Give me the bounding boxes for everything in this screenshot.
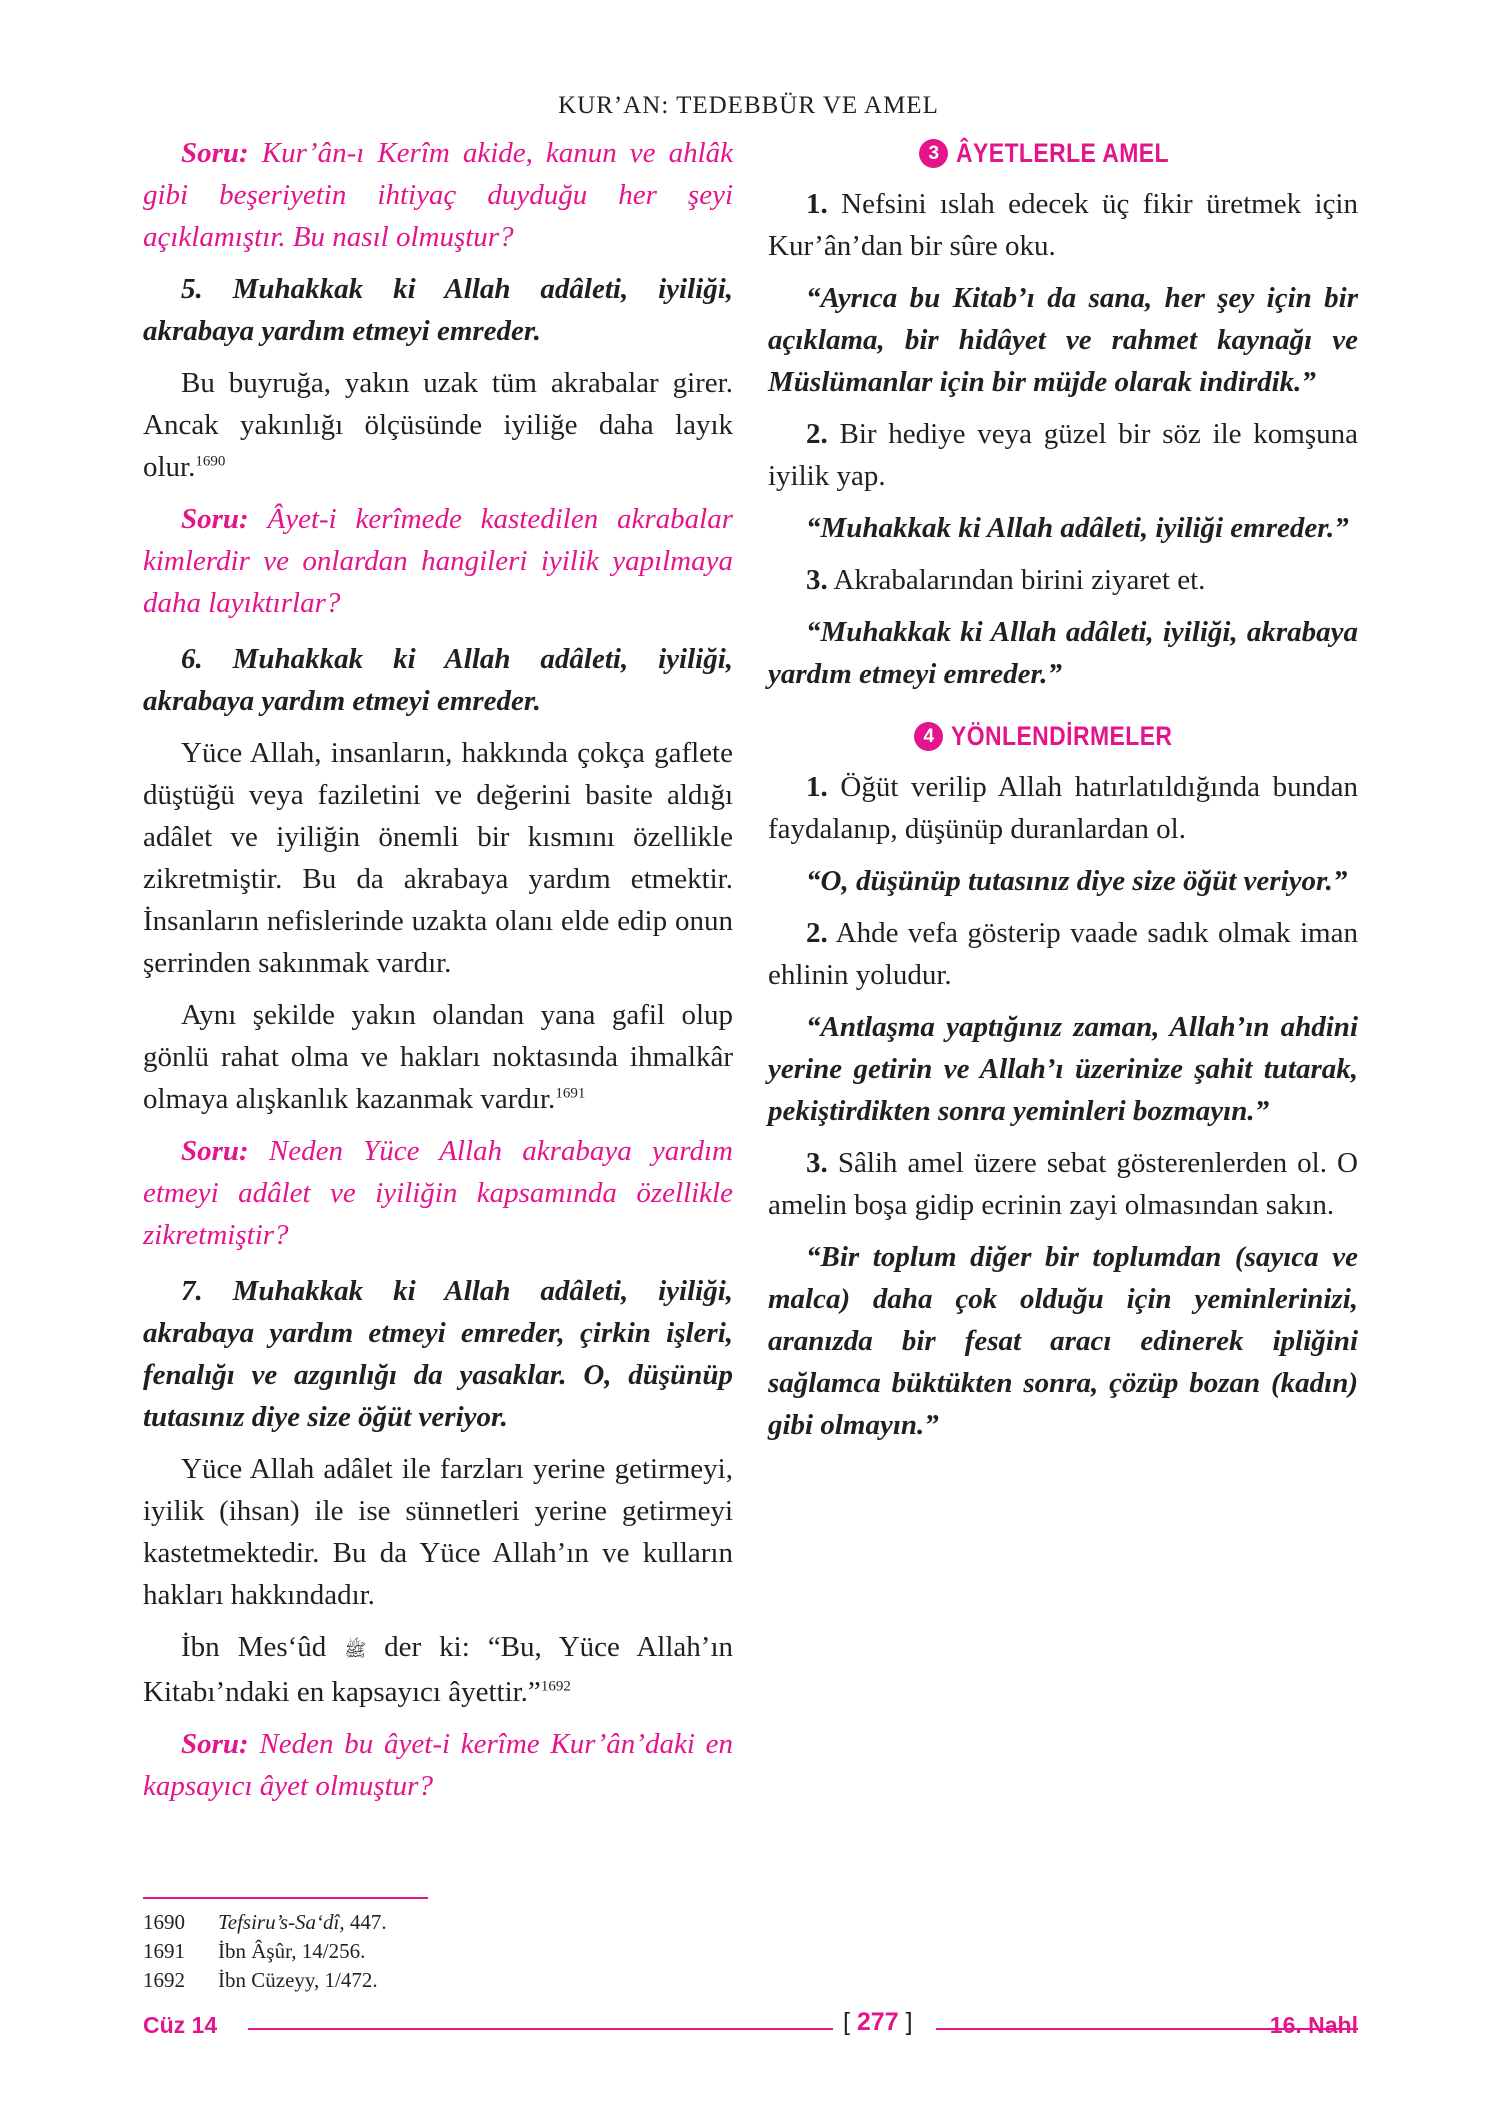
item-text: Öğüt verilip Allah hatırlatıldığında bundan faydalanıp, düşünüp duranlardan ol.	[768, 771, 1358, 845]
footnote-source: İbn Âşûr, 14/256.	[218, 1939, 366, 1963]
item-number: 1.	[806, 188, 828, 220]
section-title: YÖNLENDİRMELER	[951, 721, 1173, 751]
action-1-verse: “Ayrıca bu Kitab’ı da sana, her şey için bir açıklama, bir hidâyet ve rahmet kaynağı ve Müslümanlar için bir müjde olarak indirdik.”	[768, 282, 1358, 398]
item-text: Nefsini ıslah edecek üç fikir üretmek için Kur’ân’dan bir sûre oku.	[768, 188, 1358, 262]
question-4	[143, 1723, 733, 1807]
question-text: Kur’ân-ı Kerîm akide, kanun ve ahlâk gibi beşeriyetin ihtiyaç duyduğu her şeyi açıklamıştır. Bu nasıl olmuştur?	[143, 137, 733, 253]
page-footer	[143, 2008, 1358, 2042]
verse-7: 7. Muhakkak ki Allah adâleti, iyiliği, akrabaya yardım etmeyi emreder, çirkin işleri, fenalığı ve azgınlığı da yasaklar. O, düşünüp tutasınız diye size öğüt veriyor.	[143, 1275, 733, 1433]
paragraph-7a: Yüce Allah adâlet ile farzları yerine getirmeyi, iyilik (ihsan) ile ise sünnetleri yerine getirmeyi kastetmektedir. Bu da Yüce Allah’ın ve kulların hakları hakkındadır.	[143, 1453, 733, 1611]
question-text: Neden Yüce Allah akrabaya yardım etmeyi adâlet ve iyiliğin kapsamında özellikle zikretmiştir?	[143, 1135, 733, 1251]
guidance-1	[768, 766, 1358, 850]
paragraph-5	[143, 362, 733, 488]
section-heading-4	[768, 721, 1358, 752]
footnote-number: 1692	[143, 1968, 185, 1992]
honorific-glyph: ﷺ	[344, 1640, 367, 1660]
paragraph-text: Bu buyruğa, yakın uzak tüm akrabalar girer. Ancak yakınlığı ölçüsünde iyiliğe daha layık olur.	[143, 367, 733, 483]
paragraph-6a: Yüce Allah, insanların, hakkında çokça gaflete düştüğü veya faziletini ve değerini basite aldığı adâlet ve iyiliğin önemli bir kısmını özellikle zikretmiştir. Bu da akrabaya yardım etmektir. İnsanların nefislerinde uzakta olanı elde edip onun şerrinden sakınmak vardır.	[143, 737, 733, 979]
right-column	[768, 132, 1358, 1456]
question-text: Âyet-i kerîmede kastedilen akrabalar kimlerdir ve onlardan hangileri iyilik yapılmaya daha layıktırlar?	[143, 503, 733, 619]
footnote-source-title: Tefsiru’s-Sa‘dî,	[218, 1910, 345, 1934]
footnote-source: İbn Cüzeyy, 1/472.	[218, 1968, 378, 1992]
item-text: Bir hediye veya güzel bir söz ile komşuna iyilik yap.	[768, 418, 1358, 492]
page-bracket-close: ]	[905, 2008, 913, 2036]
item-number: 2.	[806, 917, 828, 949]
section-title: ÂYETLERLE AMEL	[956, 138, 1170, 168]
page-number-value: 277	[856, 2008, 899, 2036]
question-1	[143, 132, 733, 258]
question-2	[143, 498, 733, 624]
section-heading-3	[768, 138, 1358, 169]
question-3	[143, 1130, 733, 1256]
sura-label: 16. Nahl	[1269, 2012, 1358, 2038]
question-label: Soru:	[181, 137, 249, 169]
guidance-2	[768, 912, 1358, 996]
item-number: 3.	[806, 1147, 828, 1179]
question-label: Soru:	[181, 503, 249, 535]
juz-label: Cüz 14	[143, 2012, 218, 2038]
footnote-1691	[143, 1937, 733, 1966]
guidance-2-verse: “Antlaşma yaptığınız zaman, Allah’ın ahdini yerine getirin ve Allah’ı üzerinize şahit tutarak, pekiştirdikten sonra yeminleri bozmayın.”	[768, 1011, 1358, 1127]
action-2-verse: “Muhakkak ki Allah adâleti, iyiliği emreder.”	[806, 512, 1349, 544]
guidance-3	[768, 1142, 1358, 1226]
page-number	[843, 2008, 913, 2037]
paragraph-text: der ki: “Bu, Yüce Allah’ın Kitabı’ndaki en kapsayıcı âyettir.”	[143, 1631, 733, 1708]
item-text: Ahde vefa gösterip vaade sadık olmak iman ehlinin yoludur.	[768, 917, 1358, 991]
paragraph-6b	[143, 994, 733, 1120]
guidance-3-verse: “Bir toplum diğer bir toplumdan (sayıca ve malca) daha çok olduğu için yeminlerinizi, aranızda bir fesat aracı edinerek ipliğini sağlamca büktükten sonra, çözüp bozan (kadın) gibi olmayın.”	[768, 1241, 1358, 1441]
footnotes	[143, 1908, 733, 1995]
item-number: 3.	[806, 564, 828, 596]
paragraph-7b	[143, 1626, 733, 1713]
footnote-1692	[143, 1966, 733, 1995]
footnote-number: 1691	[143, 1939, 185, 1963]
paragraph-text: İbn Mes‘ûd	[181, 1631, 327, 1663]
guidance-1-verse: “O, düşünüp tutasınız diye size öğüt veriyor.”	[806, 865, 1348, 897]
footnote-ref-1692: 1692	[540, 1678, 571, 1695]
footer-rule-left	[248, 2028, 833, 2030]
item-number: 2.	[806, 418, 828, 450]
item-number: 1.	[806, 771, 828, 803]
footnote-source	[218, 1908, 387, 1937]
question-text: Neden bu âyet-i kerîme Kur’ân’daki en kapsayıcı âyet olmuştur?	[143, 1728, 733, 1802]
section-number-badge: 4	[914, 722, 943, 751]
item-text: Akrabalarından birini ziyaret et.	[827, 564, 1206, 596]
question-label: Soru:	[181, 1135, 249, 1167]
footnote-divider	[143, 1897, 428, 1899]
left-column	[143, 132, 733, 1817]
action-2	[768, 413, 1358, 497]
action-3	[768, 559, 1358, 601]
footnote-ref-1690: 1690	[195, 453, 226, 470]
footnote-1690	[143, 1908, 733, 1937]
running-title: KUR’AN: TEDEBBÜR VE AMEL	[558, 92, 939, 119]
footnote-source-ref: 447.	[344, 1910, 387, 1934]
action-3-verse: “Muhakkak ki Allah adâleti, iyiliği, akrabaya yardım etmeyi emreder.”	[768, 616, 1358, 690]
page-bracket-open: [	[843, 2008, 850, 2036]
paragraph-text: Aynı şekilde yakın olandan yana gafil olup gönlü rahat olma ve hakları noktasında ihmalkâr olmaya alışkanlık kazanmak vardır.	[143, 999, 733, 1115]
verse-5: 5. Muhakkak ki Allah adâleti, iyiliği, akrabaya yardım etmeyi emreder.	[143, 273, 733, 347]
question-label: Soru:	[181, 1728, 249, 1760]
footnote-ref-1691: 1691	[555, 1085, 586, 1102]
section-number-badge: 3	[919, 139, 948, 168]
action-1	[768, 183, 1358, 267]
verse-6: 6. Muhakkak ki Allah adâleti, iyiliği, akrabaya yardım etmeyi emreder.	[143, 643, 733, 717]
footnote-number: 1690	[143, 1910, 185, 1934]
item-text: Sâlih amel üzere sebat gösterenlerden ol. O amelin boşa gidip ecrinin zayi olmasından sakın.	[768, 1147, 1358, 1221]
